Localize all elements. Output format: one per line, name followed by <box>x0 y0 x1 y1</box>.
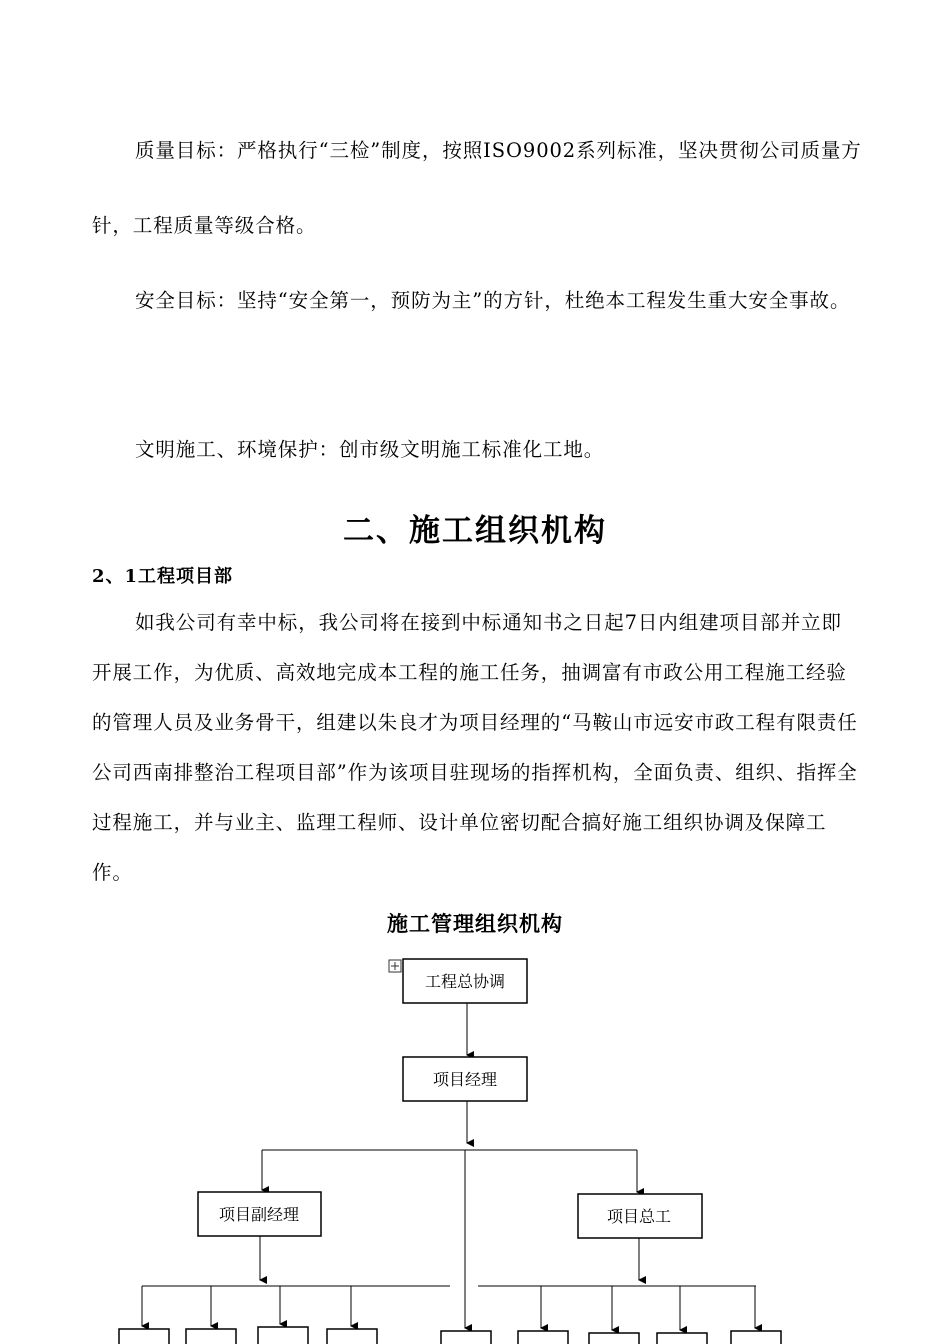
project-department-paragraph: 如我公司有幸中标，我公司将在接到中标通知书之日起7日内组建项目部并立即开展工作，为优质、高效地完成本工程的施工任务，抽调富有市政公用工程施工经验的管理人员及业务骨干，组建以朱良才为项目经理的“马鞍山市远安市政工程有限责任公司西南排整治工程项目部”作为该项目驻现场的指挥机构，全面负责、组织、指挥全过程施工，并与业主、监理工程师、设计单位密切配合搞好施工组织协调及保障工作。 <box>92 611 858 884</box>
org-box-manager-label: 项目经理 <box>432 1070 498 1089</box>
org-box-department <box>258 1327 308 1344</box>
safety-goal-paragraph: 安全目标：坚持“安全第一，预防为主”的方针，杜绝本工程发生重大安全事故。 <box>135 289 851 312</box>
org-box-department <box>518 1331 568 1344</box>
quality-goal-paragraph: 质量目标：严格执行“三检”制度，按照ISO9002系列标准，坚决贯彻公司质量方针，工程质量等级合格。 <box>92 139 862 237</box>
civilized-construction-paragraph: 文明施工、环境保护：创市级文明施工标准化工地。 <box>135 438 605 461</box>
org-box-chief-engineer-label: 项目总工 <box>606 1207 672 1226</box>
org-box-department <box>327 1329 377 1344</box>
org-chart-title: 施工管理组织机构 <box>387 911 563 936</box>
org-box-coordinator-label: 工程总协调 <box>424 972 506 991</box>
org-box-department <box>441 1331 491 1344</box>
org-box-department <box>657 1333 707 1344</box>
org-box-department <box>731 1331 781 1344</box>
org-box-deputy-manager-label: 项目副经理 <box>218 1205 300 1224</box>
subsection-title: 2、1工程项目部 <box>92 566 234 587</box>
move-handle-icon[interactable] <box>389 960 401 972</box>
org-box-department <box>119 1329 169 1344</box>
org-box-department <box>589 1333 639 1344</box>
org-box-department <box>186 1329 236 1344</box>
section-title: 二、施工组织机构 <box>343 513 607 549</box>
